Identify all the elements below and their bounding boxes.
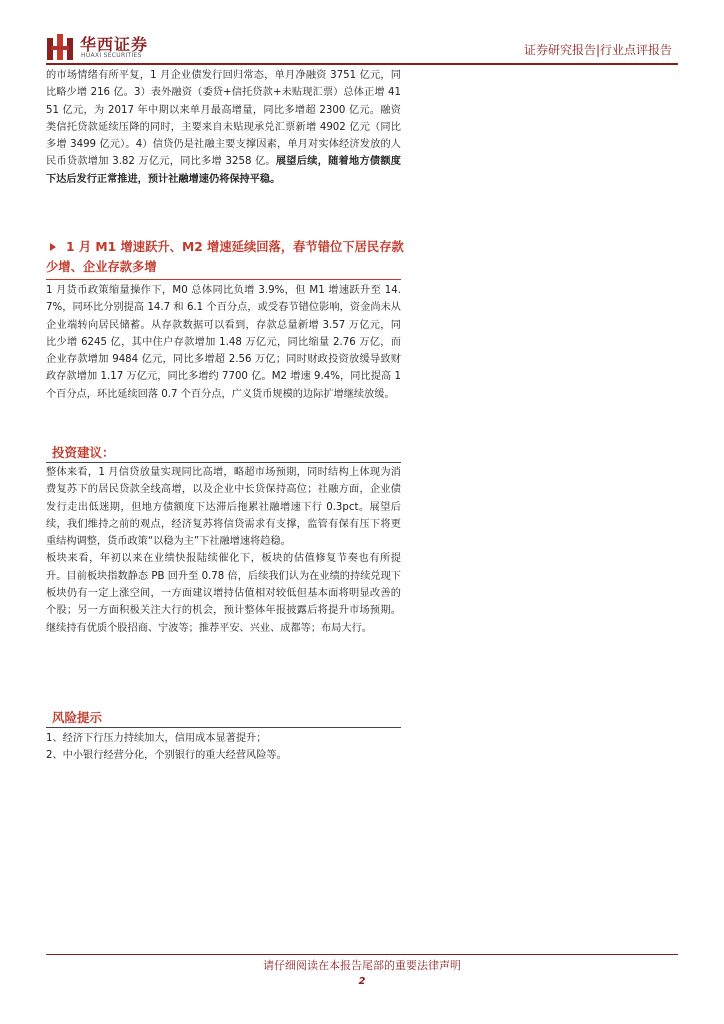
section-title-text: 1 月 M1 增速跃升、M2 增速延续回落，春节错位下居民存款少增、企业存款多增 [46, 240, 404, 274]
section1-block [46, 282, 401, 403]
section-divider [46, 279, 401, 280]
triangle-bullet-icon [50, 243, 56, 251]
intro-text: 的市场情绪有所平复，1 月企业债发行回归常态，单月净融资 3751 亿元，同比略少增 216 亿。3）表外融资（委贷+信托贷款+未贴现汇票）总体正增 4151 亿元，为 2017 年中期以来单月最高增量，同比多增超 2300 亿元。融资类信托贷款延续压降的同时，主要来自未贴现承兑汇票新增 4902 亿元（同比多增 3499 亿元）。4）信贷仍是社融主要支撑因素，单月对实体经济发放的人民币贷款增加 3.82 万亿元，同比多增 3258 亿。 [46, 70, 401, 168]
risk-label: 风险提示 [52, 710, 103, 725]
intro-block [46, 67, 401, 188]
intro-bold-text: 展望后续，随着地方债额度下达后发行正常推进，预计社融增速仍将保持平稳。 [46, 156, 401, 185]
footer-disclaimer: 请仔细阅读在本报告尾部的重要法律声明 [263, 959, 461, 972]
page-number: 2 [358, 976, 366, 987]
risk-item-2: 2、中小银行经营分化，个别银行的重大经营风险等。 [46, 750, 287, 762]
invest-paragraph-1: 整体来看，1 月信贷放量实现同比高增，略超市场预期，同时结构上体现为消费复苏下的居民贷款全线高增，以及企业中长贷保持高位；社融方面，企业债发行走出低迷期，但地方债额度下达滞后拖累社融增速下行 0.3pct。展望后续，我们维持之前的观点，经济复苏将信贷需求有支撑，监管有保有压下将更重结构调整，货币政策“以稳为主”下社融增速将趋稳。 [46, 467, 401, 548]
logo-name-en: HUAXI SECURITIES [81, 52, 142, 59]
huaxi-logo-icon [47, 34, 75, 60]
section1-paragraph: 1 月货币政策缩量操作下，M0 总体同比负增 3.9%，但 M1 增速跃升至 14.7%，同环比分别提高 14.7 和 6.1 个百分点，或受春节错位影响，资金尚未从企业端转向居民储蓄。从存款数据可以看到，存款总量新增 3.57 万亿元，同比少增 6245 亿，其中住户存款增加 1.48 万亿元，同比缩量 2.76 万亿，而企业存款增加 9484 亿元，同比多增超 2.56 万亿；同时财政投资放缓导致财政存款增加 1.17 万亿元，同比多增约 7700 亿。M2 增速 9.4%，同比提高 1 个百分点，环比延续回落 0.7 个百分点，广义货币规模的边际扩增继续放缓。 [46, 285, 401, 400]
footer-divider [46, 954, 678, 955]
report-type: 证券研究报告|行业点评报告 [523, 43, 672, 57]
invest-divider [46, 462, 401, 463]
invest-paragraph-2: 板块来看，年初以来在业绩快报陆续催化下，板块的估值修复节奏也有所提升。目前板块指数静态 PB 回升至 0.78 倍，后续我们认为在业绩的持续兑现下板块仍有一定上涨空间，一方面建议增持估值相对较低但基本面将明显改善的个股；另一方面积极关注大行的机会，预计整体年报披露后将提升市场预期。继续持有优质个股招商、宁波等；推荐平安、兴业、成都等；布局大行。 [46, 553, 401, 634]
intro-paragraph [46, 67, 401, 188]
section-title-m1-m2 [46, 238, 406, 277]
risk-divider [46, 727, 401, 728]
risk-item-1: 1、经济下行压力持续加大，信用成本显著提升； [46, 733, 267, 744]
risk-block [46, 730, 401, 765]
invest-block [46, 464, 401, 637]
page-header [0, 0, 724, 62]
header-divider [46, 63, 678, 65]
logo-name-cn: 华西证券 [80, 35, 149, 54]
invest-label: 投资建议： [52, 445, 115, 460]
